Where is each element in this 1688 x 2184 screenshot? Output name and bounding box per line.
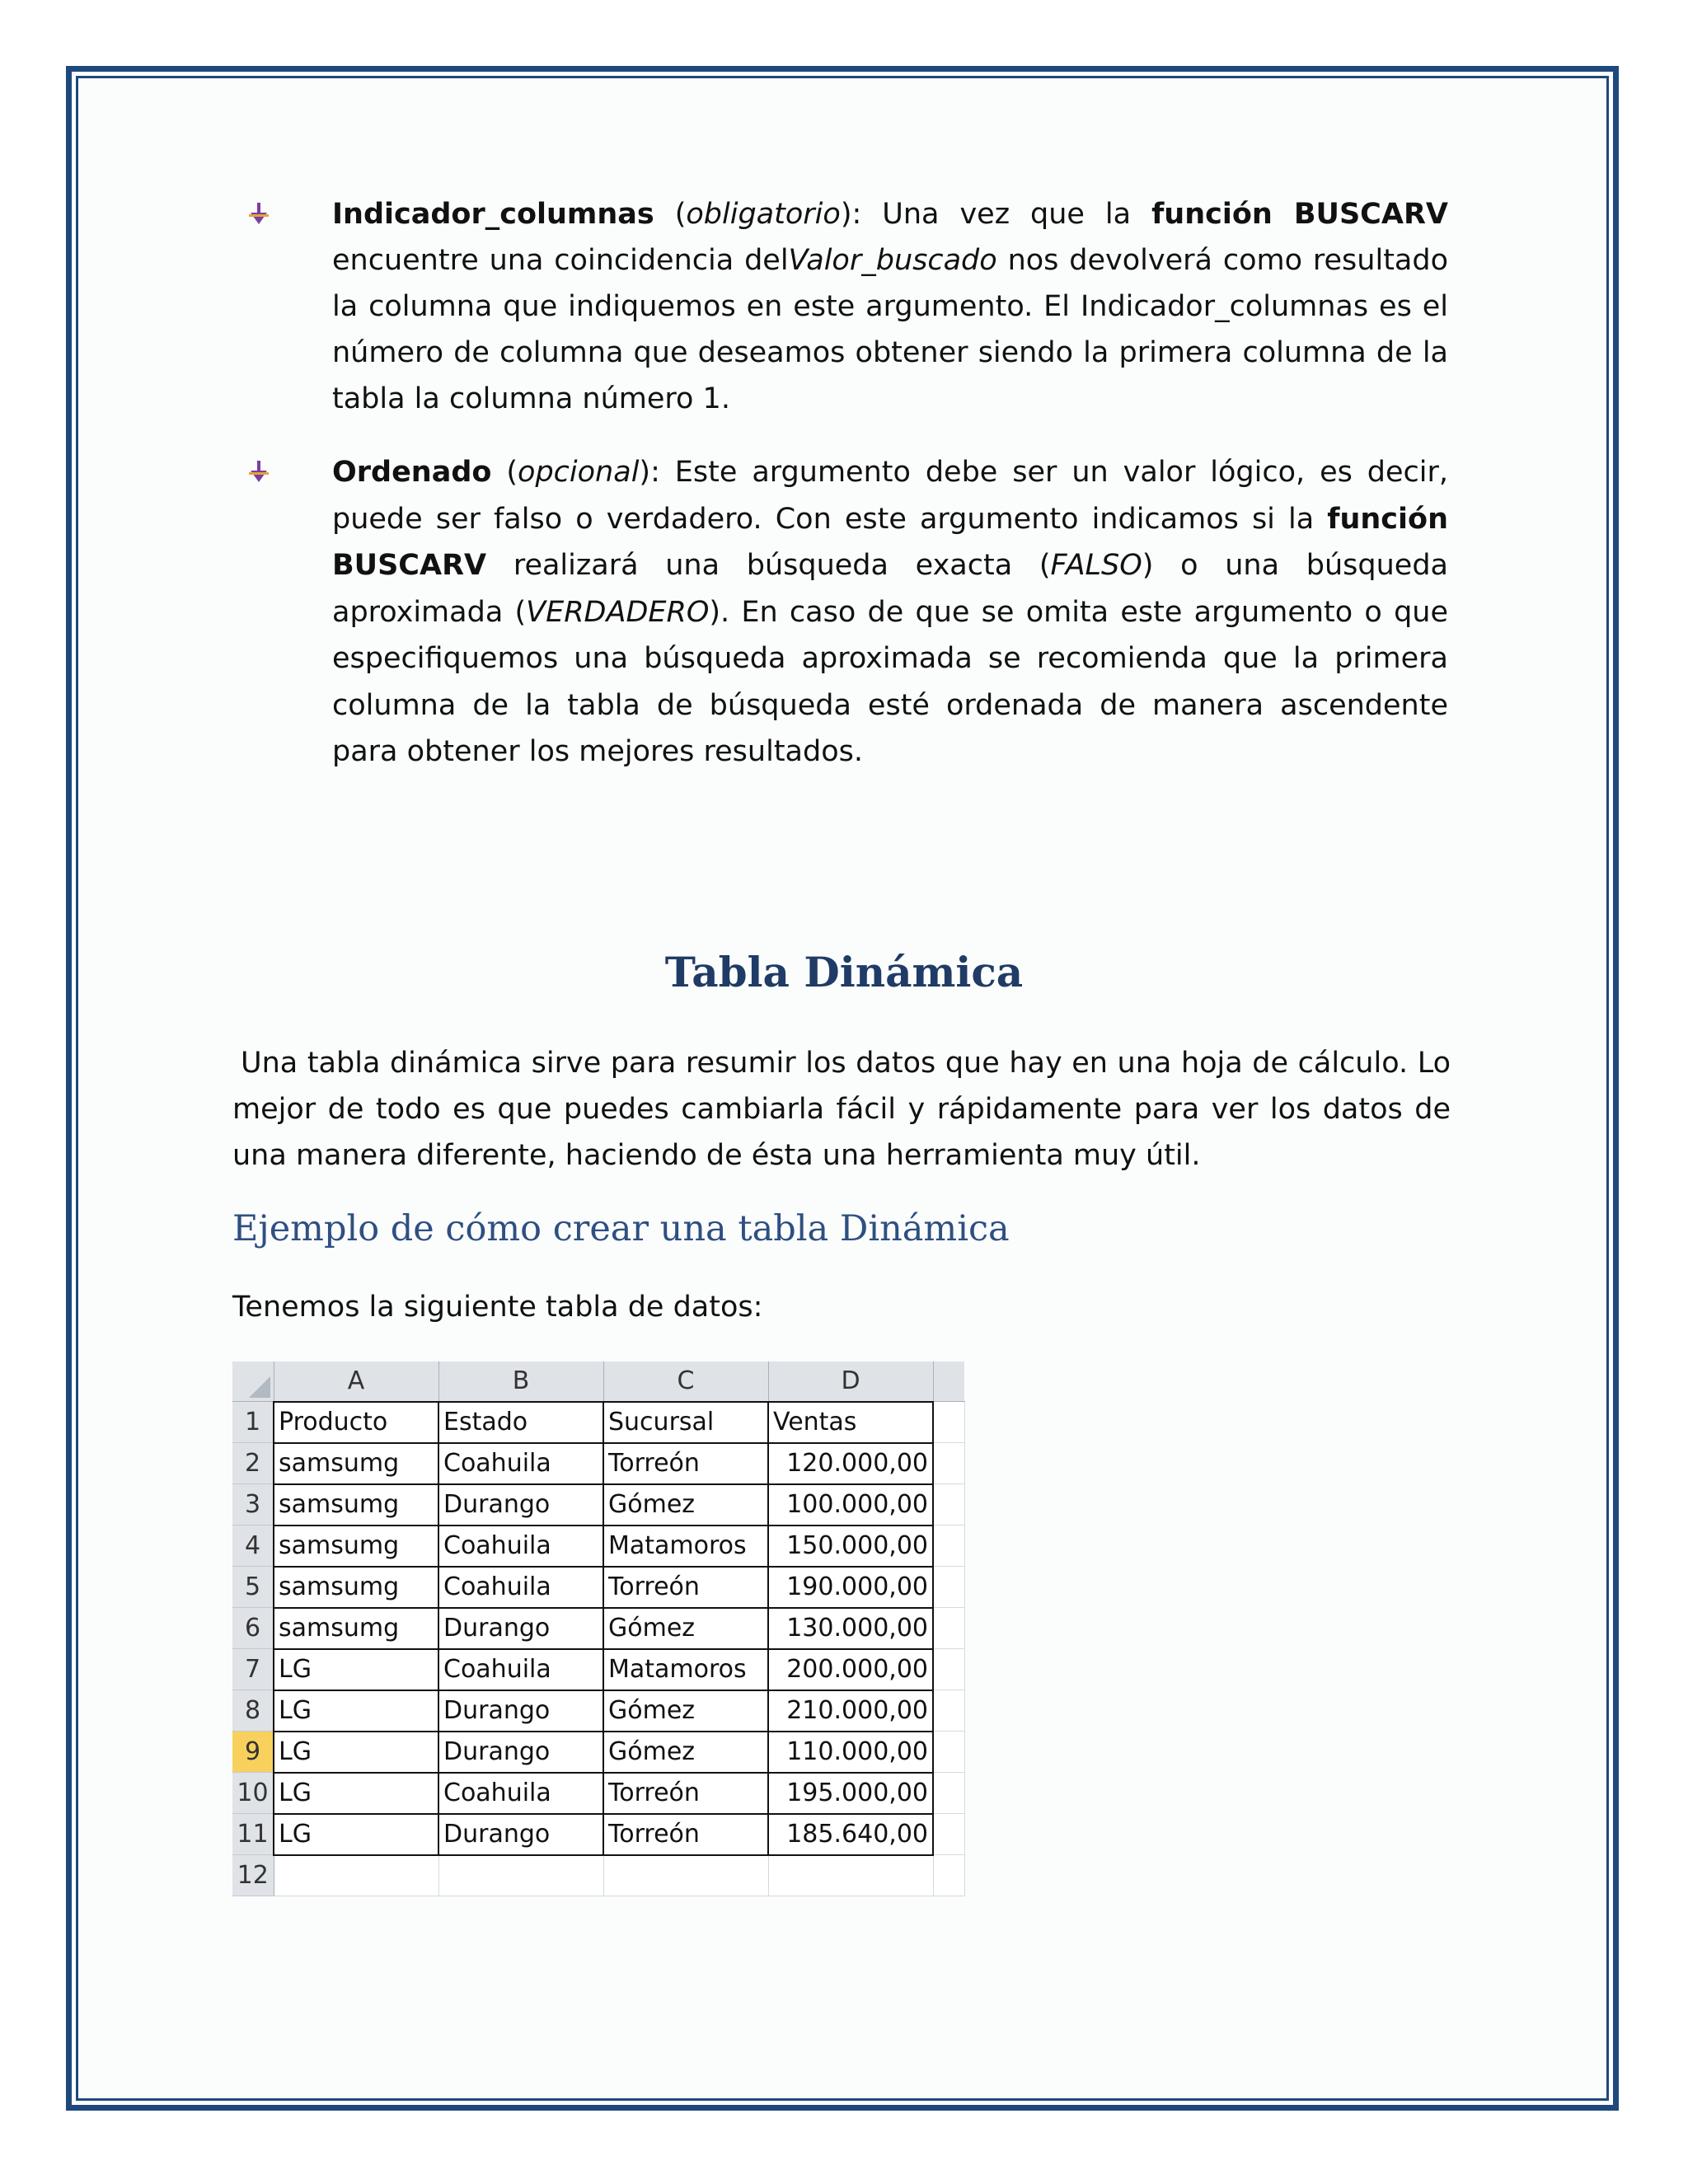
row-header[interactable]: 8 bbox=[232, 1690, 274, 1732]
bullet-text-segment: función BUSCARV bbox=[1151, 198, 1448, 231]
table-cell[interactable]: Gómez bbox=[603, 1732, 768, 1773]
table-cell[interactable]: Torreón bbox=[603, 1567, 768, 1608]
bullet-text-segment: : Este argumento debe ser un valor lógico, es decir, puede ser falso o verdadero. Con este argumento indicamos si la bbox=[332, 456, 1449, 536]
bullet-text-segment: VERDADERO bbox=[526, 595, 710, 629]
bullet-text-segment: ). En caso de que se omita este argumento o que especifiquemos una búsqueda aproximada se recomienda que la primera columna de la tabla de búsqueda esté ordenada de manera ascendente para obtener los mejores resultados. bbox=[332, 595, 1449, 768]
table-cell[interactable]: LG bbox=[274, 1732, 438, 1773]
table-cell-next[interactable] bbox=[933, 1443, 964, 1484]
table-row bbox=[232, 1526, 964, 1567]
lead-sentence: Tenemos la siguiente tabla de datos: bbox=[232, 1291, 763, 1324]
table-cell[interactable]: Durango bbox=[438, 1608, 603, 1649]
table-cell[interactable]: Durango bbox=[438, 1484, 603, 1526]
table-cell[interactable]: samsumg bbox=[274, 1567, 438, 1608]
table-cell[interactable]: LG bbox=[274, 1649, 438, 1690]
table-cell[interactable]: 185.640,00 bbox=[768, 1814, 933, 1855]
table-cell-next[interactable] bbox=[933, 1608, 964, 1649]
bullet-text: Indicador_columnas (obligatorio): Una vez que la función BUSCARV encuentre una coincidencia delValor_buscado nos devolverá como resultado la columna que indiquemos en este argumento. El Indicador_columnas es el número de columna que deseamos obtener siendo la primera columna de la tabla la columna número 1. bbox=[332, 198, 1448, 415]
table-row bbox=[232, 1443, 964, 1484]
column-header-b[interactable]: B bbox=[438, 1361, 603, 1402]
table-row bbox=[232, 1649, 964, 1690]
column-header-d[interactable]: D bbox=[768, 1361, 933, 1402]
section-title: Tabla Dinámica bbox=[664, 948, 1024, 996]
table-cell-next[interactable] bbox=[933, 1526, 964, 1567]
bullet-text-segment: encuentre una coincidencia del bbox=[332, 244, 789, 277]
table-cell[interactable]: 130.000,00 bbox=[768, 1608, 933, 1649]
table-cell[interactable]: 150.000,00 bbox=[768, 1526, 933, 1567]
table-cell[interactable]: samsumg bbox=[274, 1608, 438, 1649]
table-cell-next[interactable] bbox=[933, 1649, 964, 1690]
table-cell[interactable]: samsumg bbox=[274, 1484, 438, 1526]
arrow-bullet-icon bbox=[249, 203, 269, 226]
table-cell[interactable]: LG bbox=[274, 1814, 438, 1855]
table-cell[interactable]: LG bbox=[274, 1773, 438, 1814]
table-cell-next[interactable] bbox=[933, 1814, 964, 1855]
table-cell-next[interactable] bbox=[933, 1484, 964, 1526]
bullet-text-segment: realizará una búsqueda exacta ( bbox=[486, 549, 1051, 582]
row-header[interactable]: 5 bbox=[232, 1567, 274, 1608]
bullet-text-segment: función BUSCARV bbox=[332, 502, 1448, 582]
table-row bbox=[232, 1732, 964, 1773]
column-header-c[interactable]: C bbox=[603, 1361, 768, 1402]
table-cell[interactable]: Coahuila bbox=[438, 1649, 603, 1690]
table-cell[interactable]: Torreón bbox=[603, 1814, 768, 1855]
table-row bbox=[232, 1567, 964, 1608]
subsection-title: Ejemplo de cómo crear una tabla Dinámica bbox=[232, 1208, 1010, 1249]
row-header[interactable]: 3 bbox=[232, 1484, 274, 1526]
table-cell[interactable]: 195.000,00 bbox=[768, 1773, 933, 1814]
spreadsheet-table bbox=[232, 1361, 965, 1896]
table-cell[interactable]: Gómez bbox=[603, 1690, 768, 1732]
table-cell[interactable]: 120.000,00 bbox=[768, 1443, 933, 1484]
table-row bbox=[232, 1773, 964, 1814]
table-row bbox=[232, 1814, 964, 1855]
table-cell[interactable]: Matamoros bbox=[603, 1526, 768, 1567]
bullet-text-segment: nos devolverá como resultado la columna que indiquemos en este argumento. El Indicador_columnas es el número de columna que deseamos obtener siendo la primera columna de la tabla la columna número 1. bbox=[332, 244, 1448, 415]
table-cell-next[interactable] bbox=[933, 1567, 964, 1608]
table-row bbox=[232, 1608, 964, 1649]
table-cell-next[interactable] bbox=[933, 1773, 964, 1814]
table-cell[interactable]: Gómez bbox=[603, 1608, 768, 1649]
table-cell[interactable]: Durango bbox=[438, 1732, 603, 1773]
bullet-text-segment: : Una vez que la bbox=[851, 198, 1152, 231]
row-header[interactable]: 1 bbox=[232, 1402, 274, 1443]
bullet-term: Indicador_columnas bbox=[332, 198, 654, 231]
bullet-term: Ordenado bbox=[332, 456, 492, 489]
table-cell[interactable]: 110.000,00 bbox=[768, 1732, 933, 1773]
table-cell[interactable]: Torreón bbox=[603, 1443, 768, 1484]
table-cell[interactable]: Producto bbox=[274, 1402, 438, 1443]
table-cell[interactable]: Coahuila bbox=[438, 1773, 603, 1814]
column-header-row bbox=[232, 1361, 964, 1402]
table-cell[interactable]: Durango bbox=[438, 1814, 603, 1855]
table-cell[interactable]: Durango bbox=[438, 1690, 603, 1732]
table-cell[interactable]: 100.000,00 bbox=[768, 1484, 933, 1526]
table-row bbox=[232, 1855, 964, 1896]
table-cell[interactable]: Sucursal bbox=[603, 1402, 768, 1443]
bullet-text-segment: FALSO bbox=[1050, 549, 1142, 582]
table-cell-next[interactable] bbox=[933, 1690, 964, 1732]
bullet-ordenado bbox=[278, 449, 1448, 776]
select-all-corner[interactable] bbox=[232, 1361, 274, 1402]
table-cell[interactable]: samsumg bbox=[274, 1526, 438, 1567]
table-cell[interactable] bbox=[438, 1855, 603, 1896]
intro-paragraph: Una tabla dinámica sirve para resumir los datos que hay en una hoja de cálculo. Lo mejor de todo es que puedes cambiarla fácil y rápidamente para ver los datos de una manera diferente, haciendo de ésta una herramienta muy útil. bbox=[232, 1047, 1451, 1172]
table-cell[interactable] bbox=[603, 1855, 768, 1896]
bullet-text-segment: Valor_buscado bbox=[788, 244, 997, 277]
table-cell[interactable]: Estado bbox=[438, 1402, 603, 1443]
row-header[interactable]: 4 bbox=[232, 1526, 274, 1567]
table-cell[interactable]: Gómez bbox=[603, 1484, 768, 1526]
table-cell[interactable]: 210.000,00 bbox=[768, 1690, 933, 1732]
column-header-a[interactable]: A bbox=[274, 1361, 438, 1402]
row-header[interactable]: 12 bbox=[232, 1855, 274, 1896]
row-header[interactable]: 9 bbox=[232, 1732, 274, 1773]
table-cell[interactable]: Matamoros bbox=[603, 1649, 768, 1690]
table-row bbox=[232, 1402, 964, 1443]
table-cell[interactable]: LG bbox=[274, 1690, 438, 1732]
row-header[interactable]: 10 bbox=[232, 1773, 274, 1814]
bullet-indicador-columnas bbox=[278, 191, 1448, 422]
select-all-icon bbox=[249, 1376, 270, 1398]
column-header-next[interactable] bbox=[933, 1361, 964, 1402]
bullet-text: Ordenado (opcional): Este argumento debe ser un valor lógico, es decir, puede ser falso o verdadero. Con este argumento indicamos si la función BUSCARV realizará una búsqueda exacta (FALSO) o una búsqueda aproximada (VERDADERO). En caso de que se omita este argumento o que especifiquemos una búsqueda aproximada se recomienda que la primera columna de la tabla de búsqueda esté ordenada de manera ascendente para obtener los mejores resultados. bbox=[332, 456, 1449, 768]
table-cell[interactable] bbox=[274, 1855, 438, 1896]
table-cell[interactable]: 200.000,00 bbox=[768, 1649, 933, 1690]
table-cell-next[interactable] bbox=[933, 1732, 964, 1773]
table-cell[interactable] bbox=[768, 1855, 933, 1896]
arrow-bullet-icon bbox=[249, 461, 269, 484]
row-header[interactable]: 11 bbox=[232, 1814, 274, 1855]
table-row bbox=[232, 1484, 964, 1526]
table-cell[interactable]: Coahuila bbox=[438, 1443, 603, 1484]
table-cell[interactable]: Coahuila bbox=[438, 1567, 603, 1608]
row-header[interactable]: 7 bbox=[232, 1649, 274, 1690]
row-header[interactable]: 2 bbox=[232, 1443, 274, 1484]
bullet-qualifier: obligatorio bbox=[686, 198, 841, 231]
bullet-qualifier: opcional bbox=[518, 456, 640, 489]
table-cell[interactable]: Ventas bbox=[768, 1402, 933, 1443]
table-cell-next[interactable] bbox=[933, 1855, 964, 1896]
table-cell[interactable]: Coahuila bbox=[438, 1526, 603, 1567]
table-cell[interactable]: 190.000,00 bbox=[768, 1567, 933, 1608]
table-row bbox=[232, 1690, 964, 1732]
bullet-text-segment: ) o una búsqueda aproximada ( bbox=[332, 549, 1448, 629]
table-cell[interactable]: samsumg bbox=[274, 1443, 438, 1484]
table-cell-next[interactable] bbox=[933, 1402, 964, 1443]
row-header[interactable]: 6 bbox=[232, 1608, 274, 1649]
table-cell[interactable]: Torreón bbox=[603, 1773, 768, 1814]
